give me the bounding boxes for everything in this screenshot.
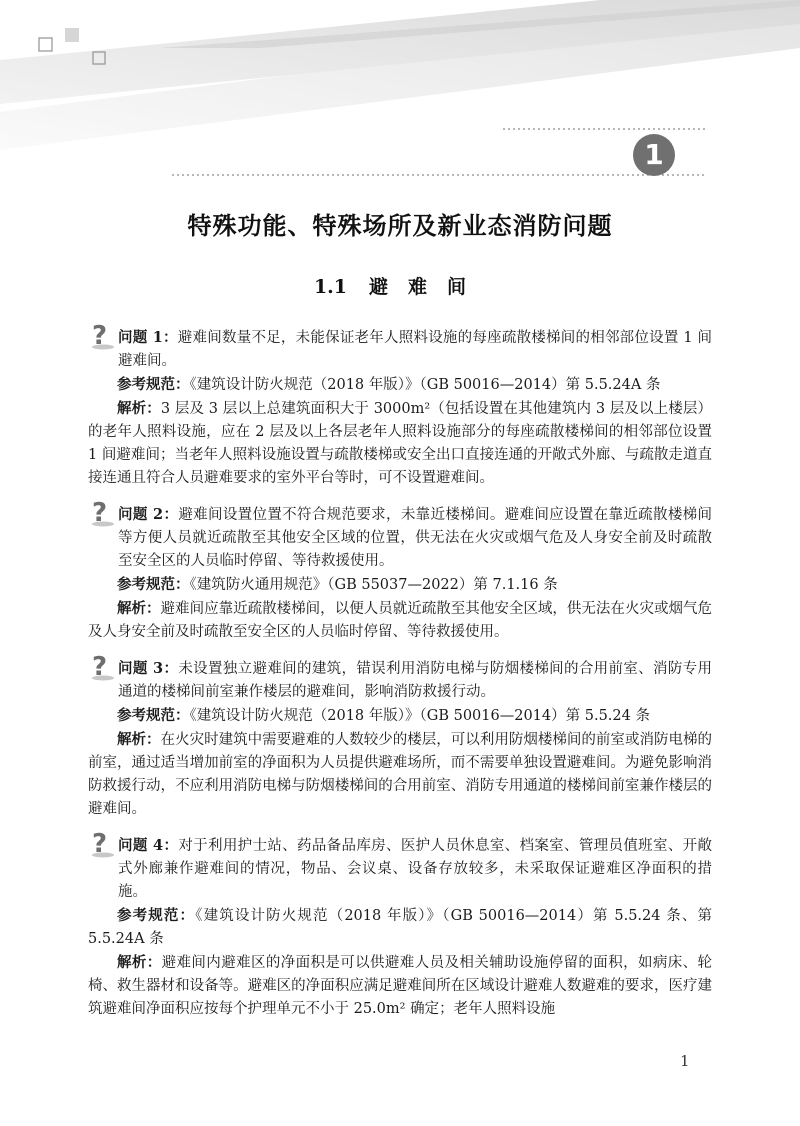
reference-text: 《建筑防火通用规范》（GB 55037—2022）第 7.1.16 条 <box>189 577 558 593</box>
question-label: 问题 3： <box>118 660 179 677</box>
svg-text:?: ? <box>92 829 108 858</box>
analysis-label: 解析： <box>117 600 161 617</box>
reference-label: 参考规范： <box>117 907 196 924</box>
page-number: 1 <box>680 1052 690 1070</box>
reference-label: 参考规范： <box>117 707 190 724</box>
analysis-label: 解析： <box>117 400 161 417</box>
question-item <box>88 829 712 1021</box>
question-text <box>88 498 712 573</box>
reference-label: 参考规范： <box>117 576 190 593</box>
question-body: 避难间设置位置不符合规范要求，未靠近楼梯间。避难间应设置在靠近疏散楼梯间等方便人员就近疏散至其他安全区域的位置，供无法在火灾或烟气危及人身安全前及时疏散至安全区的人员临时停留、等待救援使用。 <box>118 507 712 569</box>
reference-line <box>88 373 712 397</box>
analysis-paragraph <box>88 951 712 1021</box>
reference-text: 《建筑设计防火规范（2018 年版）》（GB 50016—2014）第 5.5.24 条 <box>189 708 650 724</box>
header-decoration <box>0 0 800 190</box>
question-text <box>88 321 712 373</box>
analysis-label: 解析： <box>117 731 161 748</box>
question-label: 问题 4： <box>118 837 179 854</box>
reference-line <box>88 704 712 728</box>
analysis-text: 避难间内避难区的净面积是可以供避难人员及相关辅助设施停留的面积，如病床、轮椅、救生器材和设备等。避难区的净面积应满足避难间所在区域设计避难人数避难的要求，医疗建筑避难间净面积应按每个护理单元不小于 25.0m² 确定；老年人照料设施 <box>88 955 712 1017</box>
question-mark-icon <box>88 828 118 858</box>
chapter-number-badge: 1 <box>633 134 675 176</box>
question-body: 对于利用护士站、药品备品库房、医护人员休息室、档案室、管理员值班室、开敞式外廊兼作避难间的情况，物品、会议桌、设备存放较多，未采取保证避难区净面积的措施。 <box>118 838 712 900</box>
analysis-label: 解析： <box>117 954 162 971</box>
question-mark-icon <box>88 320 118 350</box>
deco-square <box>39 38 52 51</box>
svg-text:?: ? <box>92 498 108 527</box>
reference-line <box>88 904 712 951</box>
reference-line <box>88 573 712 597</box>
section-number: 1.1 <box>313 276 348 298</box>
question-mark-icon <box>88 651 118 681</box>
reference-label: 参考规范： <box>117 376 190 393</box>
reference-text: 《建筑设计防火规范（2018 年版）》（GB 50016—2014）第 5.5.24 条、第 5.5.24A 条 <box>88 908 712 947</box>
svg-text:?: ? <box>92 321 108 350</box>
question-item <box>88 321 713 490</box>
section-title <box>0 272 800 299</box>
question-item <box>88 652 713 821</box>
chapter-title: 特殊功能、特殊场所及新业态消防问题 <box>187 211 613 240</box>
analysis-paragraph <box>88 397 712 490</box>
section-name: 避难间 <box>369 276 487 298</box>
analysis-text: 3 层及 3 层以上总建筑面积大于 3000m²（包括设置在其他建筑内 3 层及以上楼层）的老年人照料设施，应在 2 层及以上各层老年人照料设施部分的每座疏散楼梯间的相邻部位设置 1 间避难间；当老年人照料设施设置与疏散楼梯或安全出口直接连通的开敞式外廊、与疏散走道直接连通且符合人员避难要求的室外平台等时，可不设置避难间。 <box>88 401 713 486</box>
analysis-paragraph <box>88 728 712 821</box>
question-mark-icon <box>88 497 118 527</box>
svg-text:?: ? <box>92 652 108 681</box>
analysis-text: 在火灾时建筑中需要避难的人数较少的楼层，可以利用防烟楼梯间的前室或消防电梯的前室，通过适当增加前室的净面积为人员提供避难场所，而不需要单独设置避难间。为避免影响消防救援行动，不应利用消防电梯与防烟楼梯间的合用前室、消防专用通道的楼梯间前室兼作楼层的避难间。 <box>88 732 713 817</box>
question-item <box>88 498 713 644</box>
analysis-paragraph <box>88 597 712 644</box>
question-text <box>88 652 712 704</box>
question-label: 问题 1： <box>118 329 178 346</box>
question-body: 避难间数量不足，未能保证老年人照料设施的每座疏散楼梯间的相邻部位设置 1 间避难间。 <box>118 330 712 369</box>
deco-square <box>65 28 79 42</box>
question-list <box>88 321 713 1034</box>
question-text <box>88 829 712 904</box>
question-body: 未设置独立避难间的建筑，错误利用消防电梯与防烟楼梯间的合用前室、消防专用通道的楼梯间前室兼作楼层的避难间，影响消防救援行动。 <box>118 661 712 700</box>
question-label: 问题 2： <box>118 506 179 523</box>
reference-text: 《建筑设计防火规范（2018 年版）》（GB 50016—2014）第 5.5.24A 条 <box>189 377 661 393</box>
analysis-text: 避难间应靠近疏散楼梯间，以便人员就近疏散至其他安全区域，供无法在火灾或烟气危及人身安全前及时疏散至安全区的人员临时停留、等待救援使用。 <box>88 601 713 640</box>
